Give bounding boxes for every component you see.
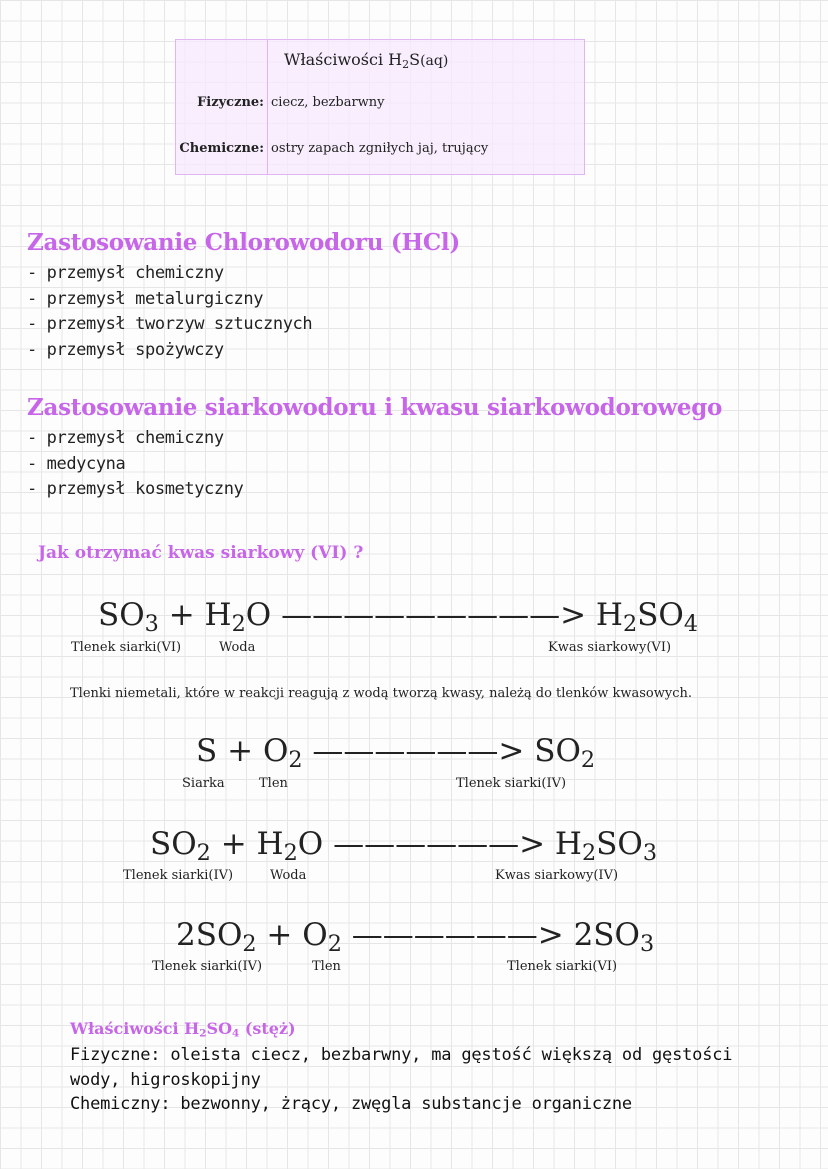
text-line: Chemiczny: bezwonny, żrący, zwęgla substancje organiczne [70, 1094, 632, 1114]
eq1-caption-b: Woda [219, 640, 256, 655]
eq2-caption-a: Siarka [182, 776, 225, 791]
properties-table [175, 39, 585, 175]
equation-2: $S + O_2$ ——————> $SO_2$ [196, 733, 596, 774]
table-title: Właściwości $H_2S(aq)$ [284, 50, 449, 71]
equation-3: $SO_2 + H_2O$ ——————> $H_2SO_3$ [150, 826, 658, 867]
row-label-chemical: Chemiczne: [179, 141, 264, 156]
acidic-oxides-note: Tlenki niemetali, które w reakcji reagują z wodą tworzą kwasy, należą do tlenków kwasowych. [70, 686, 692, 701]
eq2-caption-c: Tlenek siarki(IV) [456, 776, 567, 791]
equation-4: $2SO_2 + O_2$ ——————> $2SO_3$ [176, 917, 655, 958]
h2s-heading: Zastosowanie siarkowodoru i kwasu siarkowodorowego [27, 394, 723, 421]
eq1-caption-c: Kwas siarkowy(VI) [548, 640, 672, 655]
eq4-caption-c: Tlenek siarki(VI) [507, 959, 618, 974]
list-item: - przemysł tworzyw sztucznych [27, 314, 313, 335]
eq4-caption-a: Tlenek siarki(IV) [152, 959, 263, 974]
h2so4-properties-title: Właściwości $H_2SO_4$ (stęż) [70, 1019, 296, 1040]
eq4-caption-b: Tlen [312, 959, 341, 974]
eq3-caption-b: Woda [270, 868, 307, 883]
h2s-list [27, 426, 243, 503]
h2so4-properties-text [70, 1043, 732, 1117]
list-item: - przemysł spożywczy [27, 340, 224, 361]
list-item: - przemysł kosmetyczny [27, 479, 244, 500]
list-item: - medycyna [27, 453, 126, 474]
hcl-heading: Zastosowanie Chlorowodoru (HCl) [27, 229, 460, 256]
row-value-physical: ciecz, bezbarwny [271, 95, 385, 110]
equation-1: $SO_3 + H_2O$ —————————> $H_2SO_4$ [98, 597, 699, 638]
question-heading: Jak otrzymać kwas siarkowy (VI) ? [38, 543, 364, 563]
eq1-caption-a: Tlenek siarki(VI) [71, 640, 182, 655]
eq2-caption-b: Tlen [259, 776, 288, 791]
text-line: wody, higroskopijny [70, 1069, 261, 1090]
row-value-chemical: ostry zapach zgniłych jaj, trujący [271, 141, 489, 156]
list-item: - przemysł chemiczny [27, 428, 224, 448]
text-line: Fizyczne: oleista ciecz, bezbarwny, ma gęstość większą od gęstości [70, 1045, 733, 1065]
list-item: - przemysł metalurgiczny [27, 288, 264, 309]
eq3-caption-a: Tlenek siarki(IV) [123, 868, 234, 883]
hcl-list [27, 261, 312, 364]
eq3-caption-c: Kwas siarkowy(IV) [495, 868, 619, 883]
table-divider [267, 40, 268, 174]
row-label-physical: Fizyczne: [197, 95, 264, 110]
list-item: - przemysł chemiczny [27, 263, 224, 283]
